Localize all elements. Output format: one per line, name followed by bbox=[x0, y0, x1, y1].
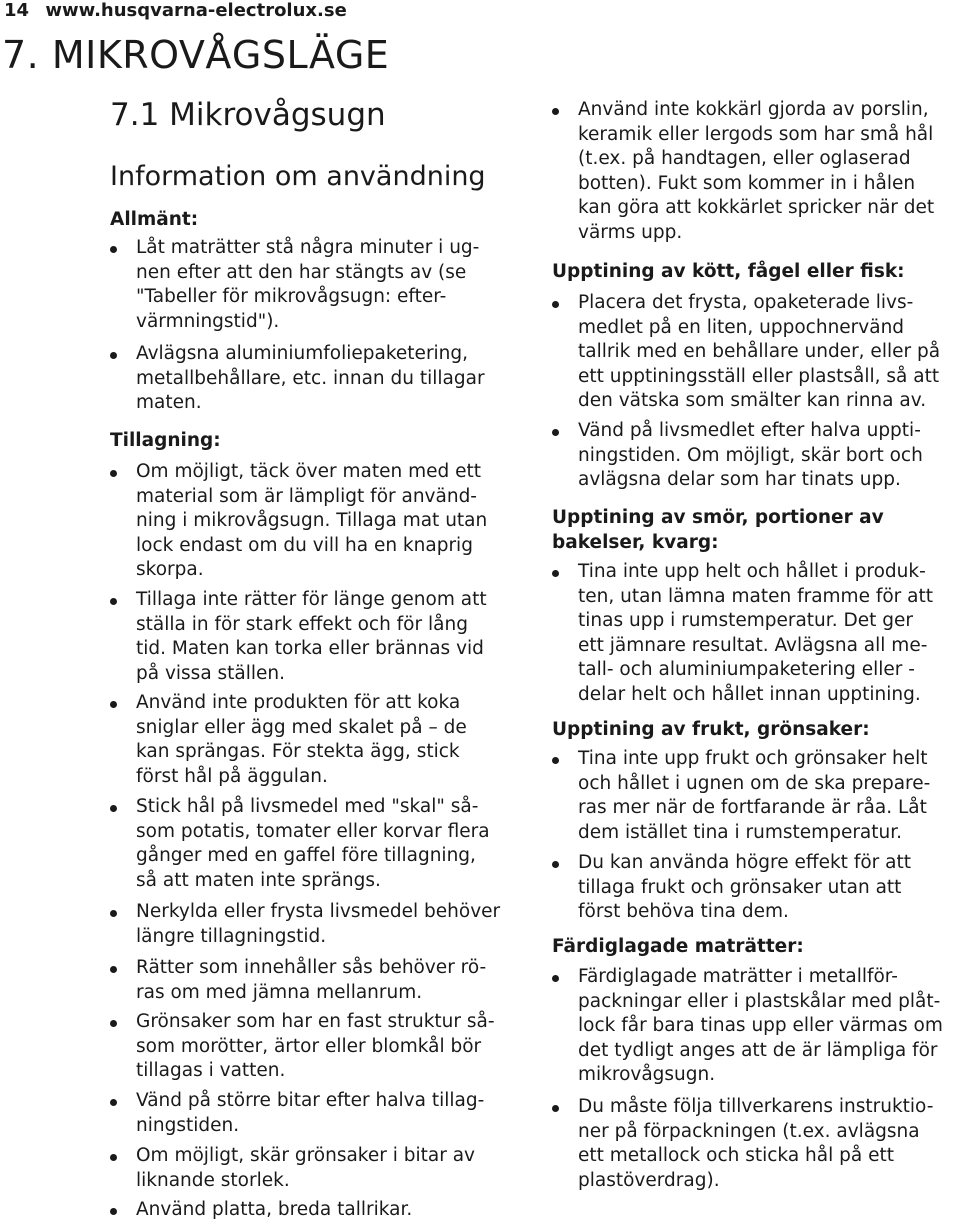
heading-kott: Upptining av kött, fågel eller fisk: bbox=[552, 261, 905, 282]
list-item: Placera det frysta, opaketerade livs- medlet på en liten, uppochnervänd tallrik med en behållare under, eller på ett upptiningsställ eller plastsåll, så att den vätska som smälter kan rinna av. bbox=[552, 291, 940, 414]
bullet-icon bbox=[110, 1154, 117, 1161]
bullet-icon bbox=[552, 570, 559, 577]
list-item: Vänd på livsmedlet efter halva uppti- ningstiden. Om möjligt, skär bort och avlägsna delar som har tinats upp. bbox=[552, 419, 923, 493]
page-header bbox=[4, 0, 347, 22]
list-item: Stick hål på livsmedel med "skal" så- som potatis, tomater eller korvar flera gånger med en gaffel före tillagning, så att maten inte sprängs. bbox=[110, 795, 490, 893]
bullet-icon bbox=[552, 301, 559, 308]
bullet-icon bbox=[552, 975, 559, 982]
bullet-icon bbox=[110, 1099, 117, 1106]
bullet-icon bbox=[110, 966, 117, 973]
bullet-icon bbox=[110, 246, 117, 253]
heading-smor: Upptining av smör, portioner av bakelser, kvarg: bbox=[552, 507, 884, 553]
list-item: Du kan använda högre effekt för att tillaga frukt och grönsaker utan att först behöva tina dem. bbox=[552, 851, 911, 925]
bullet-icon bbox=[552, 861, 559, 868]
list-item: Nerkylda eller frysta livsmedel behöver längre tillagningstid. bbox=[110, 900, 500, 949]
section-title: 7.1 Mikrovågsugn bbox=[110, 97, 386, 133]
bullet-icon bbox=[110, 805, 117, 812]
list-item: Grönsaker som har en fast struktur så- som morötter, ärtor eller blomkål bör tillagas i vatten. bbox=[110, 1010, 495, 1084]
bullet-icon bbox=[110, 910, 117, 917]
page-number: 14 bbox=[4, 0, 30, 21]
list-item: Om möjligt, täck över maten med ett material som är lämpligt för använd- ning i mikrovågsugn. Tillaga mat utan lock endast om du vill ha en knaprig skorpa. bbox=[110, 460, 487, 583]
bullet-icon bbox=[552, 757, 559, 764]
list-item: Låt maträtter stå några minuter i ug- nen efter att den har stängts av (se "Tabeller för mikrovågsugn: efter- värmningstid"). bbox=[110, 236, 479, 334]
bullet-icon bbox=[110, 352, 117, 359]
subsection-title: Information om användning bbox=[110, 161, 486, 192]
bullet-icon bbox=[110, 598, 117, 605]
list-item: Om möjligt, skär grönsaker i bitar av liknande storlek. bbox=[110, 1144, 475, 1193]
bullet-icon bbox=[110, 1020, 117, 1027]
chapter-title: 7. MIKROVÅGSLÄGE bbox=[2, 33, 390, 77]
bullet-icon bbox=[552, 108, 559, 115]
list-item: Rätter som innehåller sås behöver rö- ras om med jämna mellanrum. bbox=[110, 956, 486, 1005]
heading-fardig: Färdiglagade maträtter: bbox=[552, 936, 804, 957]
bullet-icon bbox=[552, 429, 559, 436]
list-item: Använd inte produkten för att koka sniglar eller ägg med skalet på – de kan sprängas. För stekta ägg, stick först hål på äggulan. bbox=[110, 691, 467, 789]
list-item: Avlägsna aluminiumfoliepaketering, metallbehållare, etc. innan du tillagar maten. bbox=[110, 342, 485, 416]
list-item: Använd inte kokkärl gjorda av porslin, keramik eller lergods som har små hål (t.ex. på handtagen, eller oglaserad botten). Fukt som kommer in i hålen kan göra att kokkärlet spricker när det värms upp. bbox=[552, 98, 934, 245]
list-item: Tina inte upp frukt och grönsaker helt och hållet i ugnen om de ska prepare- ras mer när de fortfarande är råa. Låt dem istället tina i rumstemperatur. bbox=[552, 747, 930, 845]
heading-allmant: Allmänt: bbox=[110, 209, 199, 230]
list-item: Tina inte upp helt och hållet i produk- ten, utan lämna maten framme för att tinas upp i rumstemperatur. Det ger ett jämnare resultat. Avlägsna all me- tall- och aluminiumpaketering eller - delar helt och hållet innan upptining. bbox=[552, 560, 933, 707]
website-link[interactable]: www.husqvarna-electrolux.se bbox=[45, 0, 347, 21]
bullet-icon bbox=[110, 701, 117, 708]
list-item: Vänd på större bitar efter halva tillag- ningstiden. bbox=[110, 1089, 484, 1138]
list-item: Tillaga inte rätter för länge genom att ställa in för stark effekt och för lång tid. Maten kan torka eller brännas vid på vissa ställen. bbox=[110, 588, 487, 686]
bullet-icon bbox=[110, 470, 117, 477]
bullet-icon bbox=[552, 1105, 559, 1112]
heading-frukt: Upptining av frukt, grönsaker: bbox=[552, 719, 870, 740]
list-item: Du måste följa tillverkarens instruktio- ner på förpackningen (t.ex. avlägsna ett metallock och sticka hål på ett plastöverdrag). bbox=[552, 1095, 933, 1193]
list-item: Färdiglagade maträtter i metallför- packningar eller i plastskålar med plåt- lock får bara tinas upp eller värmas om det tydligt anges att de är lämpliga för mikrovågsugn. bbox=[552, 965, 943, 1088]
bullet-icon bbox=[110, 1208, 117, 1215]
list-item: Använd platta, breda tallrikar. bbox=[110, 1198, 412, 1223]
heading-tillagning: Tillagning: bbox=[110, 430, 221, 451]
